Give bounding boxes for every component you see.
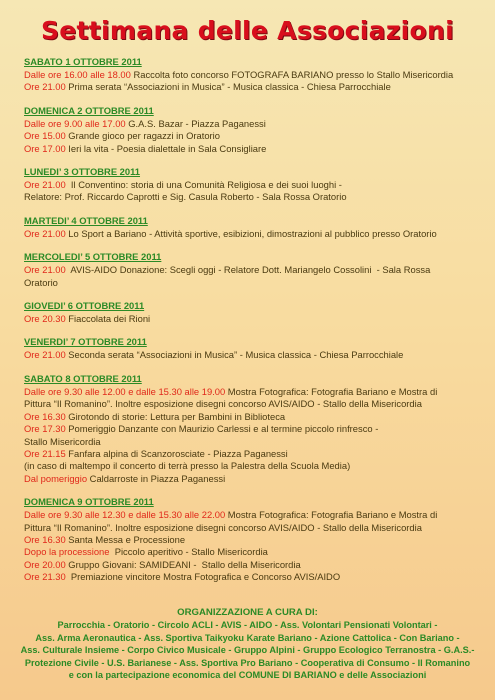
organization-line: Parrocchia - Oratorio - Circolo ACLI - AVIS - AIDO - Ass. Volontari Pensionati Volontari - (57, 620, 438, 630)
day-block (24, 373, 474, 485)
event-text: Santa Messa e Processione (65, 533, 186, 545)
event-time: Ore 20.00 (24, 558, 66, 570)
event-time: Dalle ore 9.00 alle 17.00 (24, 117, 126, 129)
event-text: Gruppo Giovani: SAMIDEANI - Stallo della Misericordia (65, 558, 301, 570)
event-text: Premiazione vincitore Mostra Fotografica e Concorso AVIS/AIDO (65, 571, 341, 583)
day-date: DOMENICA 9 OTTOBRE 2011 (24, 496, 154, 508)
day-date: LUNEDI’ 3 OTTOBRE 2011 (24, 166, 141, 178)
event-line (24, 559, 474, 571)
event-text: Pomeriggio Danzante con Maurizio Carlessi e al termine piccolo rinfresco - (65, 423, 379, 435)
organization-line: Protezione Civile - U.S. Barianese - Ass. Sportiva Pro Bariano - Cooperativa di Consumo - Il Romanino (24, 657, 471, 668)
event-continuation: Pittura “Il Romanino”. Inoltre esposizione disegni concorso AVIS/AIDO - Stallo della Misericordia (24, 398, 422, 410)
event-line (24, 571, 474, 583)
event-time: Dopo la processione (24, 546, 110, 558)
event-continuation: Stallo Misericordia (24, 435, 101, 447)
event-continuation: Oratorio (24, 276, 58, 288)
event-continuation: Pittura “Il Romanino”. Inoltre esposizione disegni concorso AVIS/AIDO - Stallo della Misericordia (24, 521, 422, 533)
day-block (24, 215, 474, 240)
day-date: SABATO 8 OTTOBRE 2011 (24, 372, 142, 384)
event-time: Ore 21.00 (24, 349, 66, 361)
event-text: Fiaccolata dei Rioni (65, 313, 151, 325)
day-date: MARTEDI’ 4 OTTOBRE 2011 (24, 214, 148, 226)
event-text: G.A.S. Bazar - Piazza Paganessi (125, 117, 266, 129)
event-line (24, 448, 474, 460)
day-block (24, 300, 474, 325)
event-line (24, 386, 474, 398)
event-line (24, 69, 474, 81)
event-text: Mostra Fotografica: Fotografia Bariano e Mostra di (225, 509, 438, 521)
day-block (24, 166, 474, 204)
event-time: Ore 21.00 (24, 264, 66, 276)
event-text: AVIS-AIDO Donazione: Scegli oggi - Relatore Dott. Mariangelo Cossolini - Sala Rossa (65, 264, 431, 276)
event-time: Ore 21.00 (24, 81, 66, 93)
events-list (24, 56, 474, 595)
organization-line: e con la partecipazione economica del COMUNE DI BARIANO e delle Associazioni (68, 670, 427, 681)
event-line (24, 349, 474, 361)
event-line (24, 118, 474, 130)
event-continuation: Relatore: Prof. Riccardo Caprotti e Sig. Casula Roberto - Sala Rossa Oratorio (24, 191, 347, 203)
organization-section (0, 606, 495, 682)
day-block (24, 105, 474, 155)
event-line (24, 130, 474, 142)
event-line (24, 411, 474, 423)
event-text: Seconda serata “Associazioni in Musica” - Musica classica - Chiesa Parrocchiale (65, 349, 404, 361)
event-time: Ore 21.00 (24, 227, 66, 239)
day-date: MERCOLEDI’ 5 OTTOBRE 2011 (24, 251, 162, 263)
event-time: Ore 17.00 (24, 142, 66, 154)
event-text: Girotondo di storie: Lettura per Bambini in Biblioteca (65, 410, 286, 422)
event-text: Lo Sport a Bariano - Attività sportive, esibizioni, dimostrazioni al pubblico presso Oratorio (65, 227, 437, 239)
event-time: Dal pomeriggio (24, 472, 88, 484)
organization-title: ORGANIZZAZIONE A CURA DI: (177, 607, 318, 618)
event-text: Fanfara alpina di Scanzorosciate - Piazza Paganessi (65, 447, 288, 459)
event-text: Raccolta foto concorso FOTOGRAFA BARIANO presso lo Stallo Misericordia (130, 69, 454, 80)
event-line (24, 546, 474, 558)
event-time: Dalle ore 9.30 alle 12.00 e dalle 15.30 alle 19.00 (24, 385, 226, 397)
day-block (24, 56, 474, 94)
event-text: Il Conventino: storia di una Comunità Religiosa e dei suoi luoghi - (65, 179, 342, 191)
event-line (24, 143, 474, 155)
organization-line: Ass. Arma Aeronautica - Ass. Sportiva Taikyoku Karate Bariano - Azione Cattolica - Con Bariano - (35, 632, 460, 643)
event-text: Ieri la vita - Poesia dialettale in Sala Consigliare (65, 142, 267, 154)
event-time: Ore 21.15 (24, 447, 66, 459)
page-title: Settimana delle Associazioni (41, 16, 454, 45)
event-continuation: (in caso di maltempo il concerto di terrà presso la Palestra della Scuola Media) (24, 460, 351, 472)
day-block (24, 336, 474, 361)
event-time: Ore 17.30 (24, 423, 66, 435)
event-time: Ore 16.30 (24, 533, 66, 545)
event-text: Grande gioco per ragazzi in Oratorio (65, 130, 220, 142)
event-time: Ore 21.00 (24, 179, 66, 191)
day-date: VENERDI’ 7 OTTOBRE 2011 (24, 336, 147, 348)
event-line (24, 534, 474, 546)
event-text: Caldarroste in Piazza Paganessi (87, 472, 226, 484)
event-time: Dalle ore 9.30 alle 12.30 e dalle 15.30 alle 22.00 (24, 509, 226, 521)
event-text: Mostra Fotografica: Fotografia Bariano e Mostra di (225, 385, 438, 397)
event-time: Ore 20.30 (24, 313, 66, 325)
event-time: Dalle ore 16.00 alle 18.00 (24, 69, 131, 80)
event-line (24, 264, 474, 276)
day-date: GIOVEDI’ 6 OTTOBRE 2011 (24, 300, 145, 312)
day-date: DOMENICA 2 OTTOBRE 2011 (24, 104, 154, 116)
day-block (24, 496, 474, 583)
event-time: Ore 15.00 (24, 130, 66, 142)
event-line (24, 81, 474, 93)
day-block (24, 251, 474, 289)
event-line (24, 313, 474, 325)
event-line (24, 228, 474, 240)
event-time: Ore 21.30 (24, 571, 66, 583)
event-line (24, 509, 474, 521)
event-text: Prima serata “Associazioni in Musica” - Musica classica - Chiesa Parrocchiale (65, 81, 391, 93)
organization-line: Ass. Culturale Insieme - Corpo Civico Musicale - Gruppo Alpini - Gruppo Ecologico Terranostra - G.A.S.- (20, 645, 475, 656)
event-line (24, 423, 474, 435)
event-line (24, 473, 474, 485)
event-line (24, 179, 474, 191)
event-time: Ore 16.30 (24, 410, 66, 422)
event-text: Piccolo aperitivo - Stallo Misericordia (109, 546, 268, 558)
day-date: SABATO 1 OTTOBRE 2011 (24, 56, 142, 67)
